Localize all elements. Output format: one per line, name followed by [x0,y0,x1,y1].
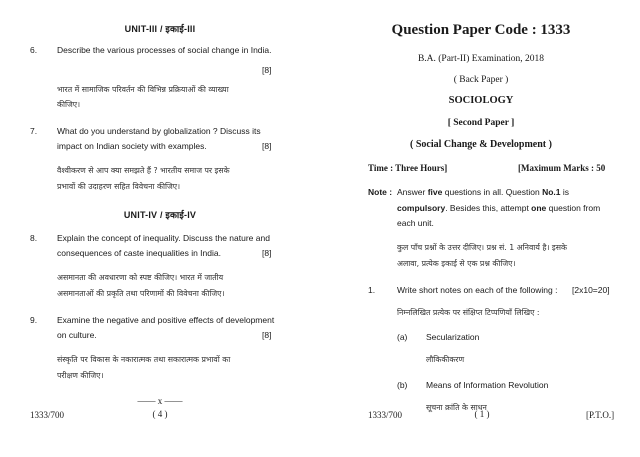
right-page-number: ( 1 ) [474,409,490,419]
note-hindi-line-2: अलावा, प्रत्येक इकाई से एक प्रश्न कीजिए। [397,259,516,268]
note-text: . Besides this, attempt [445,203,532,213]
question-9-hindi-line-1: संस्कृति पर विकास के नकारात्मक तथा सकारात्मक प्रभावों का [57,355,231,364]
question-7-text-line-1: What do you understand by globalization ? Discuss its [57,126,261,136]
note-text: questions in all. Question [442,187,543,197]
end-of-paper-mark: —— x —— [137,396,183,406]
exam-name: B.A. (Part-II) Examination, 2018 [417,54,545,64]
question-6-number: 6. [30,45,38,55]
note-line-1 [397,185,569,200]
question-6-hindi-line-1: भारत में सामाजिक परिवर्तन की विभिन्न प्रक्रियाओं की व्याख्या [57,85,229,94]
question-7-hindi-line-1: वैश्वीकरण से आप क्या समझते हैं ? भारतीय समाज पर इसके [57,166,230,175]
question-9-number: 9. [30,315,38,325]
note-emphasis: compulsory [397,203,446,213]
question-1-hindi: निम्नलिखित प्रत्येक पर संक्षिप्त टिप्पणियाँ लिखिए : [397,308,540,317]
question-8-text-line-1: Explain the concept of inequality. Discuss the nature and [57,233,270,243]
question-6-text: Describe the various processes of social change in India. [57,45,272,55]
question-7-number: 7. [30,126,38,136]
subject-title: SOCIOLOGY [448,95,514,106]
note-line-3: each unit. [397,218,434,228]
question-1a-text: Secularization [426,332,480,342]
note-emphasis: one [531,203,547,213]
question-9-text-line-1: Examine the negative and positive effects of development [57,315,275,325]
question-1-marks: [2x10=20] [572,285,610,295]
maximum-marks: [Maximum Marks : 50 [518,163,606,173]
note-hindi-line-1: कुल पाँच प्रश्नों के उत्तर दीजिए। प्रश्न सं. 1 अनिवार्य है। इसके [397,243,567,252]
note-line-2 [397,201,600,216]
paper-subtitle: ( Social Change & Development ) [410,139,552,150]
note-text: question from [546,203,601,213]
question-9-hindi-line-2: परीक्षण कीजिए। [57,371,104,380]
left-page-number: ( 4 ) [152,409,168,419]
back-paper-label: ( Back Paper ) [453,75,509,85]
note-emphasis: five [427,187,443,197]
question-1a-hindi: लौकिकीकरण [426,355,465,364]
question-9-text-line-2: on culture. [57,330,97,340]
paper-code-title: Question Paper Code : 1333 [391,22,571,38]
left-footer-code: 1333/700 [30,410,65,420]
question-7-text-line-2: impact on Indian society with examples. [57,141,207,151]
right-footer-code: 1333/700 [368,410,403,420]
question-8-text-line-2: consequences of caste inequalities in India. [57,248,221,258]
question-8-hindi-line-1: असमानता की अवधारणा को स्पष्ट कीजिए। भारत में जातीय [57,273,224,282]
question-8-number: 8. [30,233,38,243]
question-9-marks: [8] [262,330,272,340]
question-1b-hindi: सूचना क्रांति के साधन [426,403,487,412]
question-6-hindi-line-2: कीजिए। [57,100,81,109]
question-1a-label: (a) [397,332,408,342]
question-1-number: 1. [368,285,376,295]
question-1b-label: (b) [397,380,408,390]
question-7-hindi-line-2: प्रभावों की उदाहरण सहित विवेचना कीजिए। [57,182,181,191]
question-1-text: Write short notes on each of the following : [397,285,558,295]
note-emphasis: No.1 [542,187,561,197]
note-label: Note : [368,187,393,197]
question-6-marks: [8] [262,65,272,75]
note-text: Answer [397,187,428,197]
right-page [322,0,640,457]
please-turn-over: [P.T.O.] [586,410,615,420]
unit-3-heading: UNIT-III / इकाई-III [124,24,196,34]
unit-4-heading: UNIT-IV / इकाई-IV [123,210,197,220]
question-8-hindi-line-2: असमानताओं की प्रकृति तथा परिणामों की विवेचना कीजिए। [57,289,225,298]
note-text: is [560,187,569,197]
question-7-marks: [8] [262,141,272,151]
question-8-marks: [8] [262,248,272,258]
question-1b-text: Means of Information Revolution [426,380,549,390]
time-allowed: Time : Three Hours] [368,163,448,173]
paper-number: [ Second Paper ] [447,118,515,128]
